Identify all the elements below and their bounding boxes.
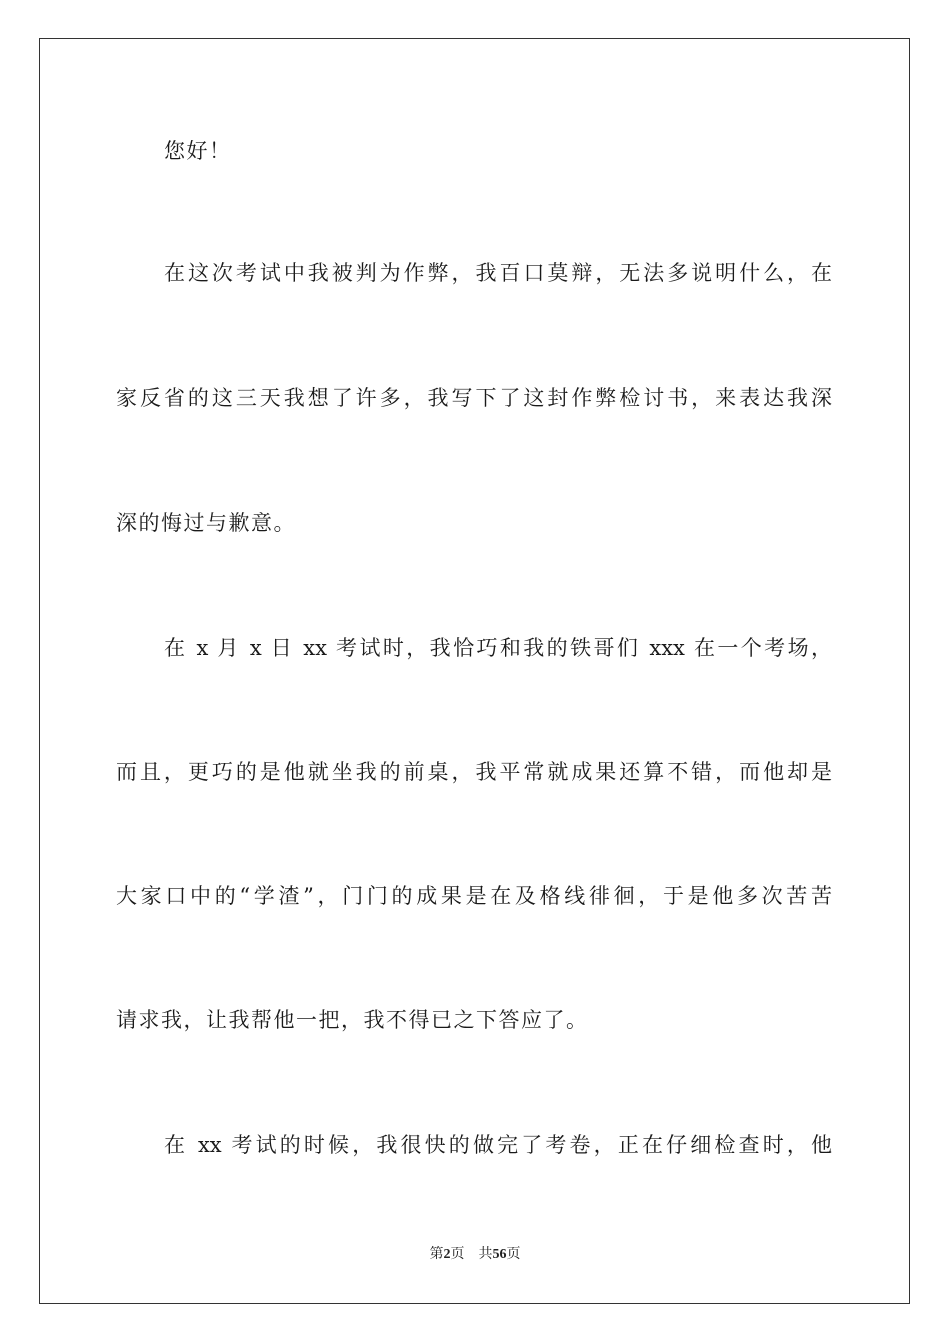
greeting-line: 您好！ — [164, 139, 232, 163]
body-line-6: 大家口中的“学渣”，门门的成果是在及格线徘徊，于是他多次苦苦 — [116, 884, 832, 908]
page-footer — [0, 1245, 950, 1265]
page-prefix: 第 — [429, 1247, 444, 1262]
page-border — [39, 38, 910, 1304]
body-line-5: 而且，更巧的是他就坐我的前桌，我平常就成果还算不错，而他却是 — [116, 760, 832, 784]
total-suffix: 页 — [506, 1247, 521, 1262]
page-suffix: 页 — [450, 1247, 465, 1262]
body-line-1: 在这次考试中我被判为作弊，我百口莫辩，无法多说明什么，在 — [164, 261, 832, 285]
body-line-4: 在 x 月 x 日 xx 考试时，我恰巧和我的铁哥们 xxx 在一个考场， — [164, 636, 832, 660]
total-prefix: 共 — [478, 1247, 493, 1262]
body-line-2: 家反省的这三天我想了许多，我写下了这封作弊检讨书，来表达我深 — [116, 386, 832, 410]
body-line-3: 深的悔过与歉意。 — [116, 511, 296, 535]
total-pages: 56 — [492, 1247, 507, 1262]
page-number: 2 — [443, 1247, 451, 1262]
body-line-8: 在 xx 考试的时候，我很快的做完了考卷，正在仔细检查时，他 — [164, 1133, 832, 1157]
body-line-7: 请求我，让我帮他一把，我不得已之下答应了。 — [116, 1008, 589, 1032]
